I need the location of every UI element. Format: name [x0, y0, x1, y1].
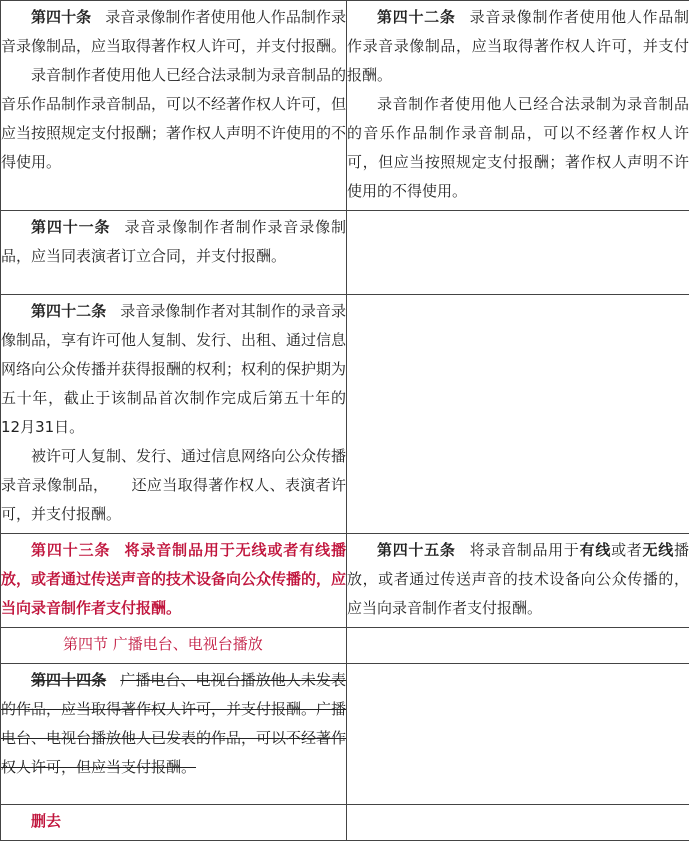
article-text: 录音制作者使用他人已经合法录制为录音制品的音乐作品制作录音制品，可以不经著作权人许可，但应当按照规定支付报酬；著作权人声明不许使用的不得使用。	[347, 95, 689, 200]
right-cell	[347, 1, 689, 211]
article-text: 广播电台、电视台播放他人未发表的作品，应当取得著作权人许可，并支付报酬。广播电台、电视台播放他人已发表的作品，可以不经著作权人许可，但应当支付报酬。	[1, 671, 346, 776]
paragraph	[1, 61, 346, 177]
article-text: 录音录像制作者使用他人作品制作录音录像制品，应当取得著作权人许可，并支付报酬。	[347, 8, 689, 84]
emphasized-word: 有线	[580, 541, 611, 559]
emphasized-word: 无线	[643, 541, 674, 559]
article-text: 将录音制品用于	[470, 541, 580, 559]
right-cell	[347, 534, 689, 628]
article-text: 将录音制品用于无线或者有线播放，或者通过传送声音的技术设备向公众传播的，应当向录音制作者支付报酬。	[1, 541, 346, 617]
article-number: 第四十二条	[31, 302, 106, 320]
left-cell	[1, 628, 347, 664]
paragraph	[1, 442, 346, 529]
left-cell	[1, 211, 347, 295]
article-number: 第四十二条	[377, 8, 456, 26]
left-cell	[1, 295, 347, 534]
article-text: 或者	[611, 541, 642, 559]
table-row	[1, 805, 689, 841]
table-row	[1, 534, 689, 628]
left-cell	[1, 805, 347, 841]
paragraph	[1, 3, 346, 61]
right-cell	[347, 664, 689, 805]
table-row	[1, 628, 689, 664]
paragraph	[1, 213, 346, 271]
article-number: 第四十三条	[31, 541, 110, 559]
paragraph	[347, 90, 689, 206]
right-cell	[347, 628, 689, 664]
article-number: 第四十条	[31, 8, 91, 26]
article-text: 录音录像制作者使用他人作品制作录音录像制品，应当取得著作权人许可，并支付报酬。	[1, 8, 346, 55]
table-row	[1, 1, 689, 211]
article-text: 录音录像制作者制作录音录像制品，应当同表演者订立合同，并支付报酬。	[1, 218, 346, 265]
table-row	[1, 664, 689, 805]
paragraph	[1, 536, 346, 623]
article-text: 录音录像制作者对其制作的录音录像制品，享有许可他人复制、发行、出租、通过信息网络向公众传播并获得报酬的权利；权利的保护期为五十年，截止于该制品首次制作完成后第五十年的12月31日。	[1, 302, 346, 436]
table-row	[1, 295, 689, 534]
paragraph	[347, 536, 689, 623]
left-cell	[1, 664, 347, 805]
left-cell	[1, 1, 347, 211]
article-text: 播放，或者通过传送声音的技术设备向公众传播的，应当向录音制作者支付报酬。	[347, 541, 689, 617]
section-heading: 第四节 广播电台、电视台播放	[1, 630, 346, 659]
article-text: 被许可人复制、发行、通过信息网络向公众传播录音录像制品， 还应当取得著作权人、表演者许可，并支付报酬。	[1, 447, 346, 523]
table-row	[1, 211, 689, 295]
left-cell	[1, 534, 347, 628]
deleted-note: 删去	[1, 807, 346, 836]
article-number: 第四十五条	[377, 541, 456, 559]
right-cell	[347, 805, 689, 841]
right-cell	[347, 295, 689, 534]
right-cell	[347, 211, 689, 295]
article-number: 第四十一条	[31, 218, 110, 236]
paragraph	[347, 3, 689, 90]
article-text: 录音制作者使用他人已经合法录制为录音制品的音乐作品制作录音制品，可以不经著作权人许可，但应当按照规定支付报酬；著作权人声明不许使用的不得使用。	[1, 66, 346, 171]
paragraph	[1, 666, 346, 782]
paragraph	[1, 297, 346, 442]
article-number: 第四十四条	[31, 671, 106, 689]
